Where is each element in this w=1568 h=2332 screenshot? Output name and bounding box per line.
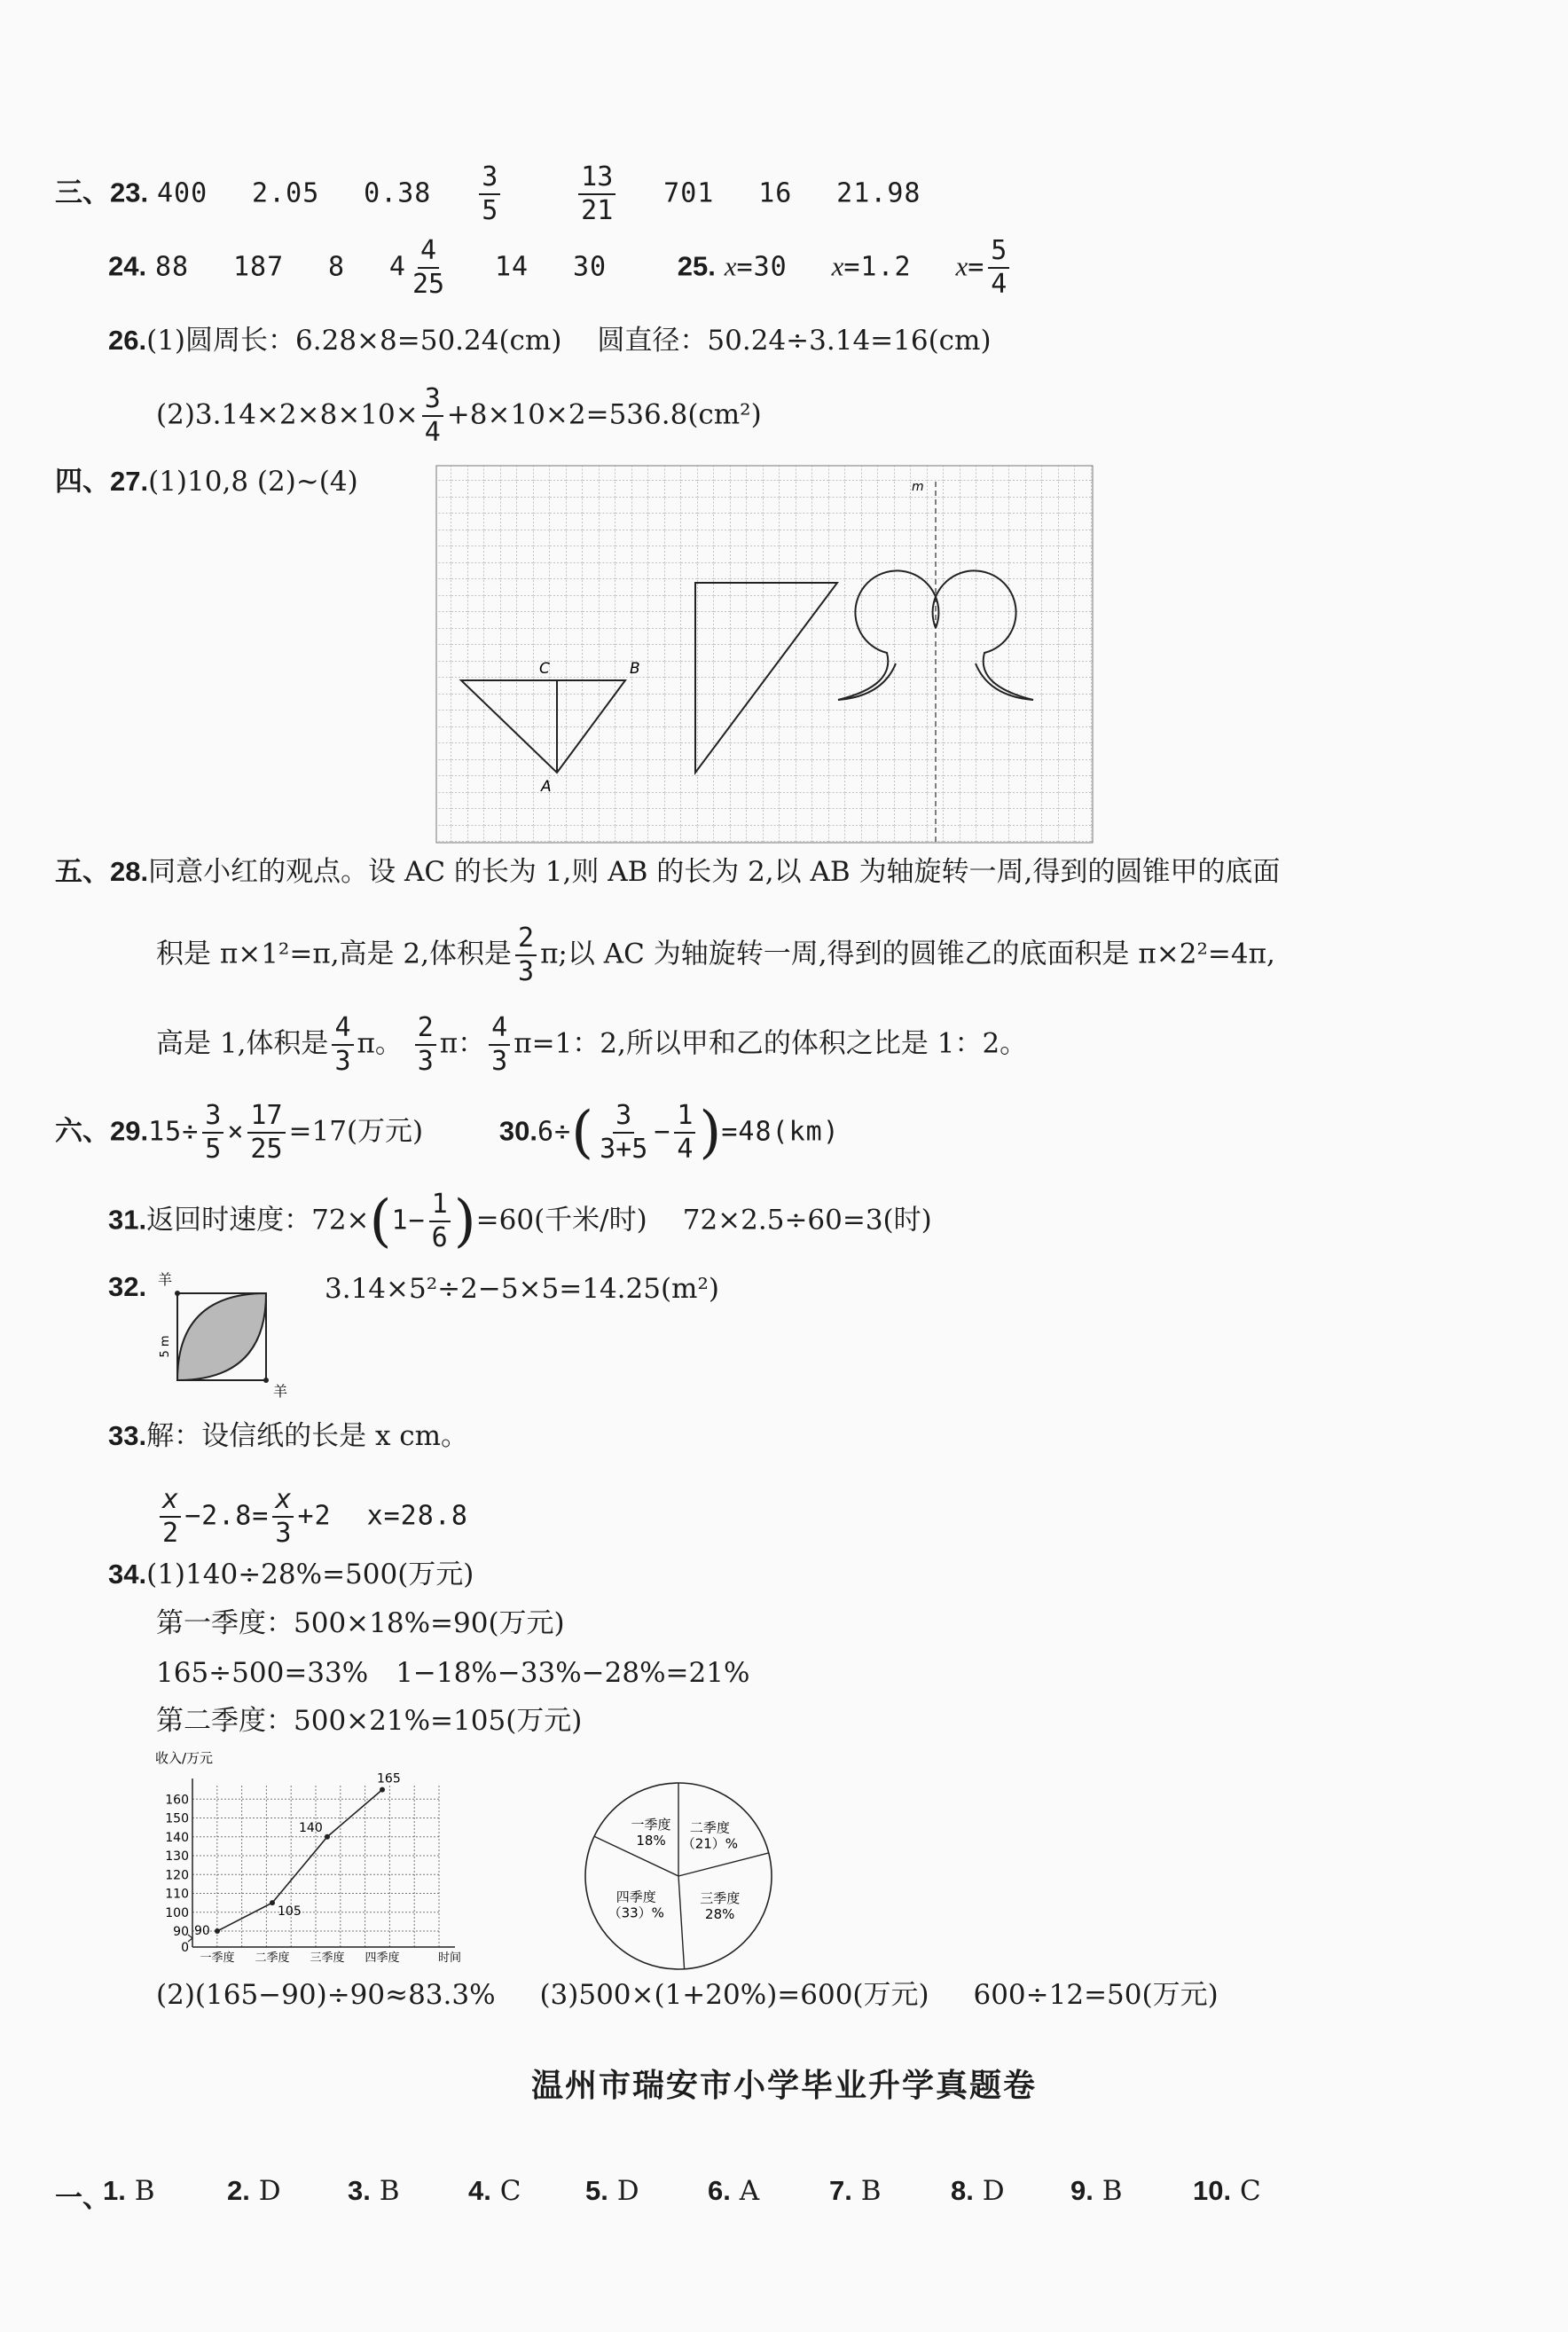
q29-part-a: 15÷ bbox=[148, 1116, 200, 1148]
q25-answer-2: =1.2 bbox=[843, 251, 912, 283]
q34-pie-chart bbox=[576, 1774, 780, 1978]
q23-answer-2: 2.05 bbox=[252, 177, 320, 209]
q31-part-b: 1− bbox=[391, 1205, 426, 1237]
mcq-answer: D bbox=[973, 2175, 1005, 2207]
q33-number: 33. bbox=[108, 1420, 147, 1451]
mcq-number: 10. bbox=[1193, 2175, 1232, 2206]
pie-slice-value: 18% bbox=[636, 1833, 666, 1849]
q34-total: (1)140÷28%=500(万元) bbox=[146, 1559, 474, 1590]
mcq-answer: C bbox=[490, 2175, 521, 2207]
q30-number: 30. bbox=[498, 1115, 537, 1147]
pie-divider bbox=[678, 1853, 769, 1876]
q28-line-1 bbox=[55, 858, 1280, 886]
q28-text-3c: π： bbox=[439, 1027, 486, 1060]
q30-part-b: − bbox=[654, 1116, 671, 1148]
q30-part-a: 6÷ bbox=[537, 1116, 572, 1148]
pie-slice-label: 四季度 bbox=[615, 1888, 656, 1905]
q24-answer-5: 14 bbox=[494, 251, 529, 283]
q33-line-1 bbox=[108, 1422, 468, 1450]
q23-line bbox=[55, 161, 921, 226]
q34-line-chart bbox=[146, 1750, 483, 1972]
q25-number: 25. bbox=[677, 250, 716, 282]
pie-divider bbox=[678, 1876, 685, 1969]
mcq-number: 5. bbox=[585, 2175, 608, 2206]
next-paper-title: 温州市瑞安市小学毕业升学真题卷 bbox=[530, 2068, 1037, 2104]
y-tick-label: 0 bbox=[181, 1941, 189, 1955]
mcq-item bbox=[1193, 2175, 1261, 2207]
q34-monthly: 600÷12=50(万元) bbox=[973, 1979, 1219, 2011]
q31-line: 31.返回时速度：72×(1− $\frac{1}{6}$ )=60(千米/时) 72×2.5÷60=3(时) bbox=[108, 1189, 932, 1254]
q29-q30-line: 六、29.15÷ $\frac{3}{5}$ × $\frac{17}{25}$ =17(万元) 30.6÷( $\frac{3}{3+5}$ − $\frac{1}{4}$ )=48(km) bbox=[55, 1100, 840, 1166]
q28-text-2b: π;以 AC 为轴旋转一周,得到的圆锥乙的底面积是 π×2²=4π, bbox=[540, 938, 1275, 970]
q28-text-3a: 高是 1,体积是 bbox=[156, 1027, 329, 1060]
q34-number: 34. bbox=[108, 1559, 147, 1590]
mcq-number: 6. bbox=[708, 2175, 731, 2206]
mcq-number: 2. bbox=[227, 2175, 250, 2206]
q26-line-1 bbox=[108, 326, 992, 355]
q32-sheep-top: 羊 bbox=[158, 1271, 173, 1288]
q31-number: 31. bbox=[108, 1204, 147, 1236]
mcq-number: 3. bbox=[348, 2175, 371, 2206]
q33-fraction-2: $\frac{x}{3}$ bbox=[272, 1487, 294, 1547]
q34-line-3: 165÷500=33% 1−18%−33%−28%=21% bbox=[156, 1657, 750, 1689]
q34-line-5 bbox=[156, 1979, 1219, 2011]
q28-line-2 bbox=[156, 925, 1275, 985]
mcq-item bbox=[951, 2175, 1005, 2207]
q31-part-a: 返回时速度：72× bbox=[146, 1204, 370, 1237]
x-tick-label: 三季度 bbox=[310, 1951, 345, 1965]
y-tick-label: 150 bbox=[165, 1811, 189, 1826]
chart-ylabel: 收入/万元 bbox=[155, 1750, 214, 1766]
q26-part1-circumference: (1)圆周长：6.28×8=50.24(cm) bbox=[146, 325, 562, 357]
q34-line-4: 第二季度：500×21%=105(万元) bbox=[156, 1705, 583, 1737]
q24-number: 24. bbox=[108, 250, 147, 282]
q30-fraction-2: $\frac{1}{4}$ bbox=[674, 1103, 695, 1163]
label-b: B bbox=[630, 660, 640, 678]
q27-number: 27. bbox=[110, 466, 149, 497]
grid-background bbox=[436, 466, 1093, 843]
section-1-label: 一、 bbox=[55, 2182, 110, 2214]
section-3-label: 三、 bbox=[55, 177, 110, 209]
q29-number: 29. bbox=[110, 1115, 149, 1147]
pie-slice-label: 一季度 bbox=[631, 1817, 671, 1833]
label-a: A bbox=[541, 778, 552, 796]
axis-label-m: m bbox=[912, 480, 924, 494]
mcq-number: 1. bbox=[103, 2175, 126, 2206]
data-point bbox=[380, 1787, 385, 1793]
q33-middle-1: −2.8= bbox=[184, 1500, 270, 1532]
q33-setup: 解：设信纸的长是 x cm。 bbox=[146, 1420, 469, 1452]
q34-line-1 bbox=[108, 1560, 474, 1589]
q27-line bbox=[55, 467, 358, 496]
x-tick-label: 一季度 bbox=[200, 1951, 235, 1965]
mcq-item bbox=[829, 2175, 882, 2207]
q29-part-b: × bbox=[227, 1116, 245, 1148]
q26-number: 26. bbox=[108, 325, 147, 356]
q34-next-year: (3)500×(1+20%)=600(万元) bbox=[539, 1979, 929, 2011]
y-tick-label: 160 bbox=[165, 1793, 189, 1808]
mcq-item bbox=[348, 2175, 400, 2207]
q28-number: 28. bbox=[110, 856, 149, 887]
q28-text-3b: π。 bbox=[357, 1027, 403, 1060]
q33-answer: x=28.8 bbox=[366, 1500, 468, 1532]
q32-side-label: 5 m bbox=[159, 1335, 172, 1358]
mcq-item bbox=[103, 2175, 155, 2207]
mcq-answer: D bbox=[608, 2175, 639, 2207]
mcq-number: 7. bbox=[829, 2175, 852, 2206]
q24-answer-3: 8 bbox=[328, 251, 346, 283]
q32-sheep-bottom: 羊 bbox=[273, 1383, 288, 1400]
q33-middle-2: +2 bbox=[297, 1500, 332, 1532]
q30-fraction-1: $\frac{3}{3+5}$ bbox=[600, 1100, 648, 1165]
section-4-label: 四、 bbox=[55, 466, 110, 498]
q23-answer-3: 0.38 bbox=[364, 177, 432, 209]
q28-line-3 bbox=[156, 1012, 1028, 1077]
y-tick-label: 110 bbox=[165, 1887, 189, 1902]
q28-text-1: 同意小红的观点。设 AC 的长为 1,则 AB 的长为 2,以 AB 为轴旋转一周,得到的圆锥甲的底面 bbox=[148, 856, 1281, 888]
q24-mixed-fraction: $\frac{4}{25}$ bbox=[412, 235, 445, 300]
data-label: 105 bbox=[278, 1904, 302, 1920]
q29-result: =17(万元) bbox=[288, 1115, 424, 1148]
mcq-number: 9. bbox=[1070, 2175, 1094, 2206]
mcq-answer: D bbox=[249, 2175, 281, 2207]
q32-equation: 3.14×5²÷2−5×5=14.25(m²) bbox=[325, 1273, 719, 1305]
x-tick-label: 二季度 bbox=[255, 1951, 290, 1965]
q28-text-3d: π=1：2,所以甲和乙的体积之比是 1：2。 bbox=[514, 1027, 1028, 1060]
q34-line-2: 第一季度：500×18%=90(万元) bbox=[156, 1607, 565, 1639]
q33-fraction-1: $\frac{x}{2}$ bbox=[160, 1487, 181, 1547]
mcq-item bbox=[708, 2175, 759, 2207]
section-6-label: 六、 bbox=[55, 1115, 110, 1148]
q27-grid-figure bbox=[435, 464, 1100, 847]
q23-answer-6: 21.98 bbox=[836, 177, 921, 209]
data-point bbox=[325, 1834, 330, 1840]
q23-answer-4: 701 bbox=[663, 177, 715, 209]
data-label: 165 bbox=[377, 1771, 401, 1786]
q29-fraction-1: $\frac{3}{5}$ bbox=[202, 1103, 223, 1163]
mcq-number: 4. bbox=[468, 2175, 491, 2206]
mcq-answer: C bbox=[1231, 2175, 1261, 2207]
q28-fraction-3: $\frac{2}{3}$ bbox=[415, 1015, 436, 1075]
q28-fraction-2: $\frac{4}{3}$ bbox=[332, 1015, 353, 1075]
q23-fraction-1: $\frac{3}{5}$ bbox=[479, 164, 500, 224]
mcq-item bbox=[227, 2175, 281, 2207]
y-tick-label: 130 bbox=[165, 1849, 189, 1864]
q23-answer-1: 400 bbox=[156, 177, 208, 209]
q24-mixed-whole: 4 bbox=[388, 251, 406, 283]
mcq-item bbox=[1070, 2175, 1123, 2207]
mcq-answer: B bbox=[1093, 2175, 1123, 2207]
mcq-row bbox=[55, 2175, 110, 2215]
q23-answer-5: 16 bbox=[758, 177, 793, 209]
q28-fraction-1: $\frac{2}{3}$ bbox=[515, 925, 537, 985]
data-point bbox=[270, 1900, 275, 1905]
data-label: 90 bbox=[194, 1924, 210, 1938]
q33-line-2 bbox=[156, 1484, 468, 1549]
q32-number-line bbox=[108, 1273, 146, 1301]
mcq-answer: B bbox=[370, 2175, 400, 2207]
mcq-answer: B bbox=[851, 2175, 882, 2207]
q31-fraction: $\frac{1}{6}$ bbox=[429, 1191, 451, 1252]
q24-answer-2: 187 bbox=[232, 251, 285, 283]
mcq-item bbox=[468, 2175, 521, 2207]
q30-result: =48(km) bbox=[721, 1116, 840, 1148]
q24-answer-1: 88 bbox=[154, 251, 190, 283]
q24-q25-line: 24. 88 187 8 4 $\frac{4}{25}$ 14 30 25. x=30 x=1.2 x= $\frac{5}{4}$ bbox=[108, 238, 1013, 298]
label-c: C bbox=[539, 660, 550, 678]
q34-growth: (2)(165−90)÷90≈83.3% bbox=[156, 1979, 496, 2011]
q25-answer-1: =30 bbox=[736, 251, 788, 283]
pie-slice-value: （21）% bbox=[681, 1835, 739, 1852]
pie-slice-label: 二季度 bbox=[689, 1819, 730, 1836]
q27-answer: (1)10,8 (2)~(4) bbox=[148, 466, 358, 498]
q28-text-2a: 积是 π×1²=π,高是 2,体积是 bbox=[156, 938, 512, 970]
q26-part2-a: (2)3.14×2×8×10× bbox=[156, 398, 419, 431]
q26-part2-b: +8×10×2=536.8(cm²) bbox=[446, 398, 762, 431]
pie-slice-value: （33）% bbox=[608, 1904, 664, 1921]
pie-slice-value: 28% bbox=[705, 1905, 735, 1922]
y-tick-label: 120 bbox=[165, 1868, 189, 1883]
data-point bbox=[215, 1928, 220, 1934]
q25-answer-3-fraction: $\frac{5}{4}$ bbox=[988, 238, 1009, 298]
mcq-number: 8. bbox=[951, 2175, 974, 2206]
y-tick-label: 140 bbox=[165, 1830, 189, 1845]
y-tick-label: 90 bbox=[173, 1925, 189, 1939]
q26-part2-fraction: $\frac{3}{4}$ bbox=[422, 386, 443, 446]
q29-fraction-2: $\frac{17}{25}$ bbox=[247, 1103, 285, 1163]
q31-time: 72×2.5÷60=3(时) bbox=[682, 1204, 932, 1237]
mcq-item bbox=[585, 2175, 639, 2207]
pie-slice-label: 三季度 bbox=[700, 1889, 741, 1906]
section-5-label: 五、 bbox=[55, 856, 110, 888]
q23-number: 23. bbox=[110, 177, 149, 208]
mcq-answer: B bbox=[125, 2175, 155, 2207]
q28-fraction-4: $\frac{4}{3}$ bbox=[489, 1015, 510, 1075]
q32-shaded-leaf bbox=[177, 1293, 266, 1380]
q26-line-2 bbox=[156, 383, 762, 448]
q32-figure bbox=[151, 1268, 302, 1400]
mcq-answer: A bbox=[730, 2175, 760, 2207]
q25-answer-3-eq: = bbox=[968, 251, 985, 283]
chart-xlabel: 时间 bbox=[437, 1951, 462, 1965]
q23-fraction-2: $\frac{13}{21}$ bbox=[578, 164, 615, 224]
q26-part1-diameter: 圆直径：50.24÷3.14=16(cm) bbox=[597, 325, 992, 357]
y-tick-label: 100 bbox=[165, 1905, 189, 1920]
q24-answer-6: 30 bbox=[572, 251, 608, 283]
data-label: 140 bbox=[299, 1820, 323, 1835]
x-tick-label: 四季度 bbox=[365, 1951, 400, 1965]
q31-result: =60(千米/时) bbox=[475, 1204, 647, 1237]
q32-number: 32. bbox=[108, 1271, 147, 1302]
